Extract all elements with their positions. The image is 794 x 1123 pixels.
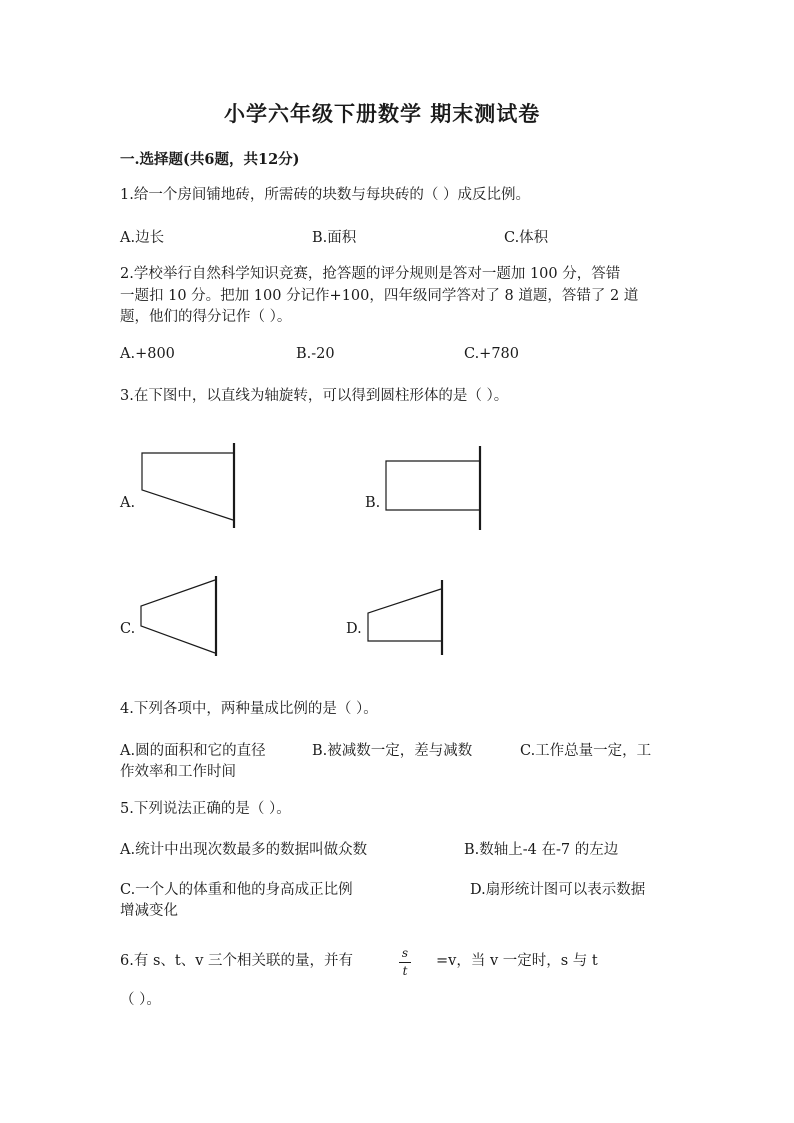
question-4-option-b[interactable]: B.被减数一定，差与减数 bbox=[312, 743, 473, 759]
fraction-denominator: t bbox=[402, 964, 408, 978]
fraction-numerator: s bbox=[401, 946, 409, 960]
question-3-stem: 3.在下图中，以直线为轴旋转，可以得到圆柱形体的是（ ）。 bbox=[120, 388, 509, 404]
fraction-bar bbox=[399, 962, 411, 963]
question-6-line-2: （ ）。 bbox=[120, 992, 161, 1008]
question-3-option-c[interactable]: C. bbox=[120, 621, 136, 637]
question-4-option-a[interactable]: A.圆的面积和它的直径 bbox=[120, 743, 266, 759]
figure-c-shape bbox=[141, 580, 215, 653]
question-3-option-a[interactable]: A. bbox=[120, 495, 136, 511]
question-2-option-c[interactable]: C.+780 bbox=[464, 346, 520, 362]
question-4-option-c-line-2[interactable]: 作效率和工作时间 bbox=[120, 764, 236, 780]
question-5-stem: 5.下列说法正确的是（ ）。 bbox=[120, 801, 291, 817]
question-4-option-c-line-1[interactable]: C.工作总量一定，工 bbox=[520, 743, 652, 759]
question-2-option-b[interactable]: B.-20 bbox=[296, 346, 335, 362]
question-4-stem: 4.下列各项中，两种量成比例的是（ ）。 bbox=[120, 701, 378, 717]
question-5-option-d-line-1[interactable]: D.扇形统计图可以表示数据 bbox=[470, 882, 646, 898]
question-1-stem: 1.给一个房间铺地砖，所需砖的块数与每块砖的（ ）成反比例。 bbox=[120, 187, 530, 203]
question-6-stem-start: 6.有 s、t、v 三个相关联的量，并有 bbox=[120, 953, 354, 969]
question-5-option-a[interactable]: A.统计中出现次数最多的数据叫做众数 bbox=[120, 842, 368, 858]
question-3-option-b[interactable]: B. bbox=[365, 495, 381, 511]
figure-d-shape bbox=[368, 589, 441, 641]
question-5-option-c[interactable]: C.一个人的体重和他的身高成正比例 bbox=[120, 882, 353, 898]
figure-b-shape bbox=[386, 461, 479, 510]
page-title: 小学六年级下册数学 期末测试卷 bbox=[224, 101, 541, 126]
section-heading: 一.选择题(共6题，共12分) bbox=[120, 151, 300, 168]
figure-a-shape bbox=[142, 453, 233, 520]
question-5-option-b[interactable]: B.数轴上-4 在-7 的左边 bbox=[464, 842, 619, 858]
question-2-line-1: 2.学校举行自然科学知识竞赛，抢答题的评分规则是答对一题加 100 分，答错 bbox=[120, 266, 621, 282]
question-2-option-a[interactable]: A.+800 bbox=[120, 346, 175, 362]
question-1-option-c[interactable]: C.体积 bbox=[504, 230, 549, 246]
question-2-line-3: 题，他们的得分记作（ ）。 bbox=[120, 309, 292, 325]
question-3-option-d[interactable]: D. bbox=[346, 621, 362, 637]
question-1-option-b[interactable]: B.面积 bbox=[312, 230, 357, 246]
question-5-option-d-line-2[interactable]: 增减变化 bbox=[120, 903, 178, 919]
question-6-stem-end: =v，当 v 一定时，s 与 t bbox=[436, 953, 598, 969]
question-1-option-a[interactable]: A.边长 bbox=[120, 230, 165, 246]
question-2-line-2: 一题扣 10 分。把加 100 分记作+100，四年级同学答对了 8 道题，答错了 2 道 bbox=[120, 288, 639, 304]
